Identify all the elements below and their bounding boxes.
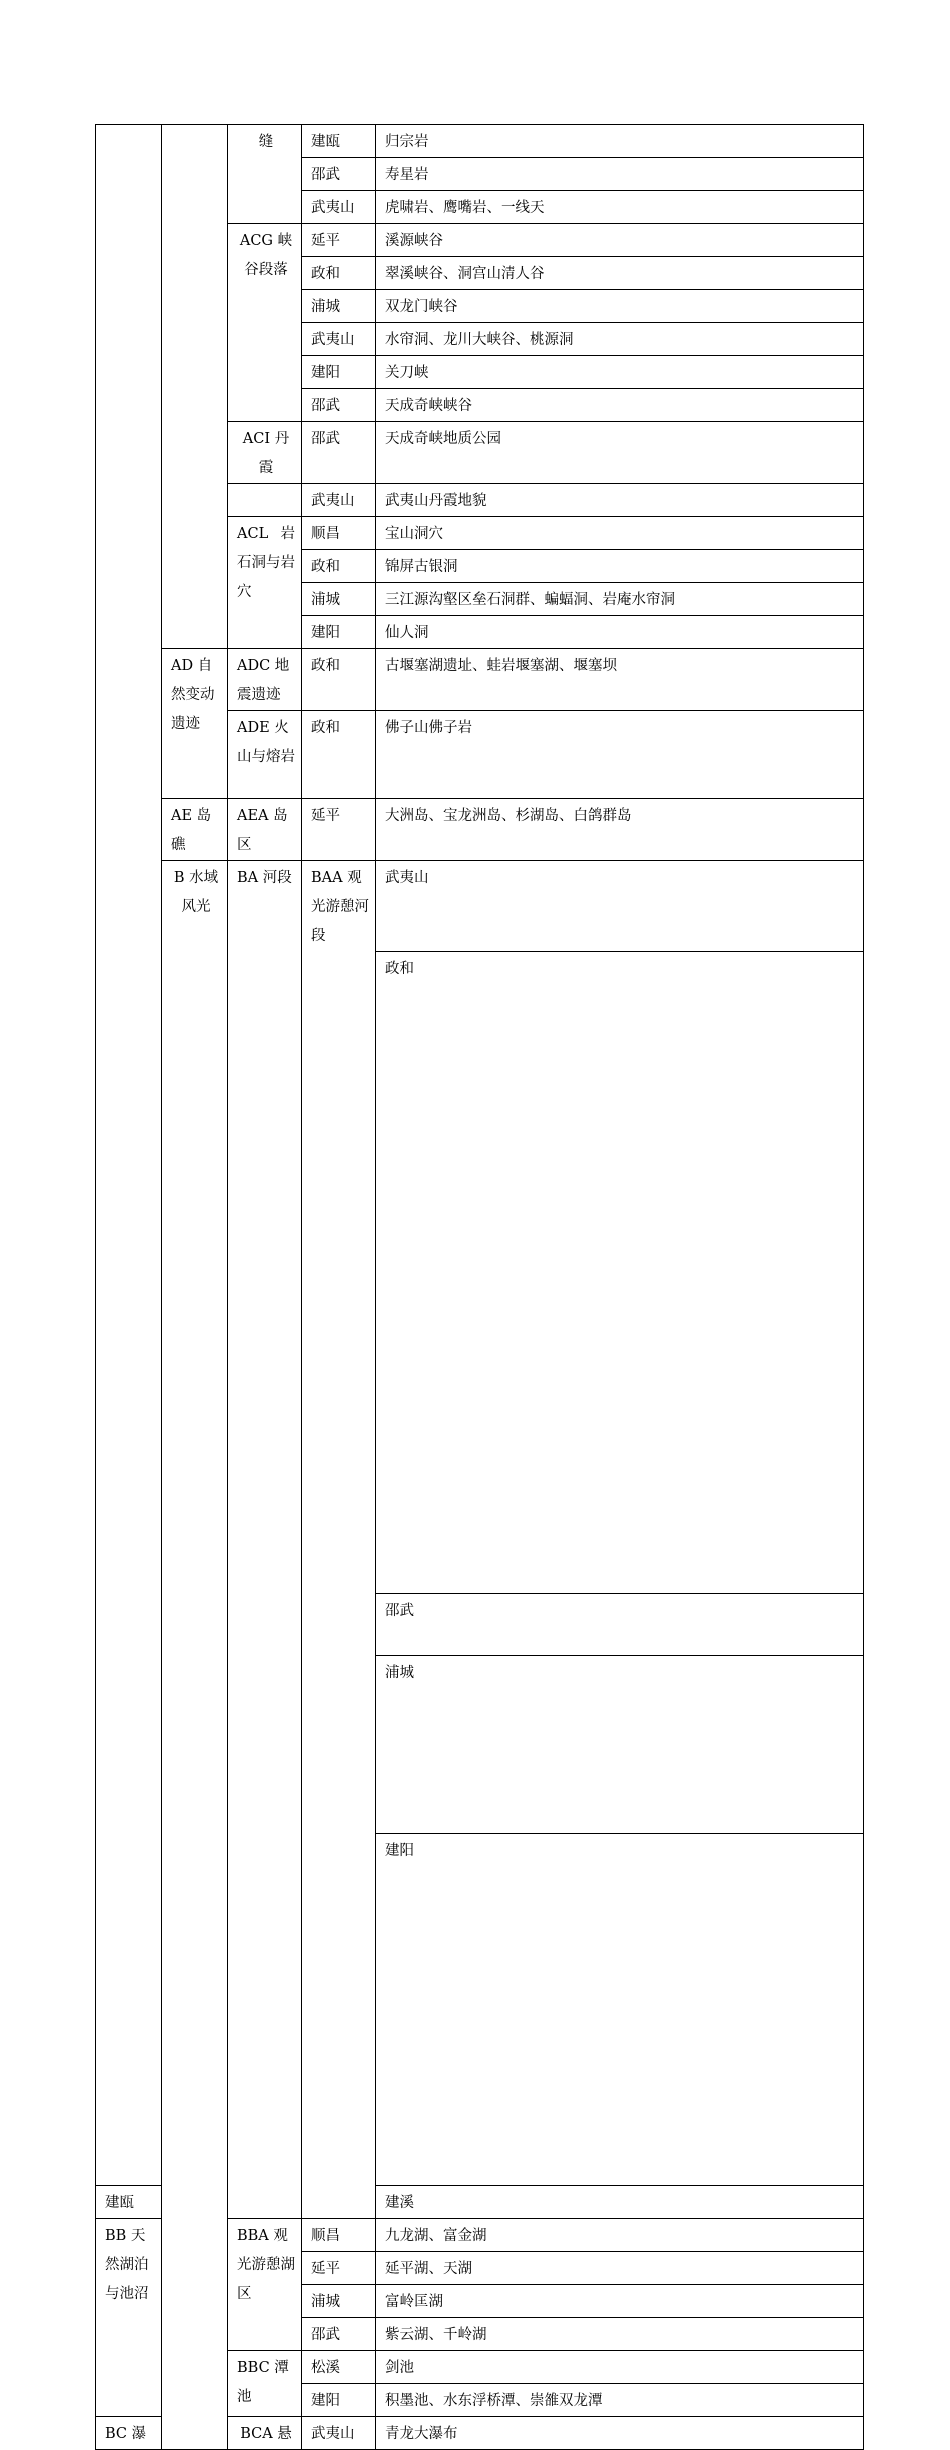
sites-cell: 双龙门峡谷	[376, 290, 864, 323]
sites-cell: 剑池	[376, 2351, 864, 2384]
sites-cell: 仙人洞	[376, 616, 864, 649]
type-cell: BBA 观光游憩湖区	[228, 2219, 302, 2351]
region-cell: 浦城	[376, 1656, 864, 1834]
type-cell: BBC 潭池	[228, 2351, 302, 2417]
sites-cell: 天成奇峡地质公园	[376, 422, 864, 484]
sites-cell: 大洲岛、宝龙洲岛、杉湖岛、白鸽群岛	[376, 799, 864, 861]
region-cell: 武夷山	[302, 323, 376, 356]
type-cell: AEA 岛区	[228, 799, 302, 861]
region-cell: 延平	[302, 2252, 376, 2285]
region-cell: 邵武	[302, 422, 376, 484]
type-cell: 缝	[228, 125, 302, 224]
type-cell: ACI 丹霞	[228, 422, 302, 484]
region-cell: 武夷山	[302, 484, 376, 517]
region-cell: 邵武	[302, 389, 376, 422]
type-cell: ACL 岩石洞与岩穴	[228, 517, 302, 649]
region-cell: 政和	[302, 257, 376, 290]
region-cell: 邵武	[376, 1594, 864, 1656]
region-cell: 武夷山	[302, 2417, 376, 2450]
region-cell: 建阳	[302, 356, 376, 389]
sites-cell: 归宗岩	[376, 125, 864, 158]
table-row	[96, 649, 864, 711]
main-class-cell: B 水域风光	[162, 861, 228, 2450]
region-cell: 建阳	[376, 1834, 864, 2186]
sites-cell: 九龙湖、富金湖	[376, 2219, 864, 2252]
subclass-cell	[162, 125, 228, 649]
sites-cell: 古堰塞湖遗址、蛙岩堰塞湖、堰塞坝	[376, 649, 864, 711]
region-cell: 武夷山	[376, 861, 864, 952]
region-cell: 政和	[302, 550, 376, 583]
sites-cell: 积墨池、水东浮桥潭、崇雒双龙潭	[376, 2384, 864, 2417]
region-cell: 浦城	[302, 290, 376, 323]
table-row	[96, 799, 864, 861]
type-cell: BAA 观光游憩河段	[302, 861, 376, 2219]
sites-cell: 锦屏古银洞	[376, 550, 864, 583]
region-cell: 建瓯	[302, 125, 376, 158]
subclass-cell: BB 天然湖泊与池沼	[96, 2219, 162, 2417]
type-cell: BCA 悬	[228, 2417, 302, 2450]
region-cell: 政和	[302, 649, 376, 711]
subclass-cell: AD 自然变动遗迹	[162, 649, 228, 799]
sites-cell: 富岭匡湖	[376, 2285, 864, 2318]
region-cell: 政和	[302, 711, 376, 799]
subclass-cell: BA 河段	[228, 861, 302, 2219]
region-cell: 顺昌	[302, 517, 376, 550]
sites-cell: 寿星岩	[376, 158, 864, 191]
sites-cell: 宝山洞穴	[376, 517, 864, 550]
table-row	[96, 125, 864, 158]
region-cell: 建阳	[302, 2384, 376, 2417]
region-cell: 顺昌	[302, 2219, 376, 2252]
sites-cell: 延平湖、天湖	[376, 2252, 864, 2285]
sites-cell: 关刀峡	[376, 356, 864, 389]
region-cell: 政和	[376, 952, 864, 1594]
sites-cell: 水帘洞、龙川大峡谷、桃源洞	[376, 323, 864, 356]
sites-cell: 建溪	[376, 2186, 864, 2219]
sites-cell: 溪源峡谷	[376, 224, 864, 257]
table-row	[96, 861, 864, 952]
type-cell: ADC 地震遗迹	[228, 649, 302, 711]
region-cell: 浦城	[302, 583, 376, 616]
region-cell: 邵武	[302, 2318, 376, 2351]
sites-cell: 三江源沟壑区垒石洞群、蝙蝠洞、岩庵水帘洞	[376, 583, 864, 616]
type-cell-empty	[228, 484, 302, 517]
region-cell: 武夷山	[302, 191, 376, 224]
region-cell: 延平	[302, 224, 376, 257]
subclass-cell: AE 岛礁	[162, 799, 228, 861]
main-class-cell	[96, 125, 162, 2186]
region-cell: 延平	[302, 799, 376, 861]
region-cell: 浦城	[302, 2285, 376, 2318]
resource-classification-table	[95, 124, 864, 2450]
region-cell: 松溪	[302, 2351, 376, 2384]
region-cell: 邵武	[302, 158, 376, 191]
sites-cell: 天成奇峡峡谷	[376, 389, 864, 422]
type-cell: ADE 火山与熔岩	[228, 711, 302, 799]
type-cell: ACG 峡谷段落	[228, 224, 302, 422]
sites-cell: 佛子山佛子岩	[376, 711, 864, 799]
region-cell: 建阳	[302, 616, 376, 649]
sites-cell: 虎啸岩、鹰嘴岩、一线天	[376, 191, 864, 224]
subclass-cell: BC 瀑	[96, 2417, 162, 2450]
sites-cell: 武夷山丹霞地貌	[376, 484, 864, 517]
sites-cell: 青龙大瀑布	[376, 2417, 864, 2450]
sites-cell: 紫云湖、千岭湖	[376, 2318, 864, 2351]
sites-cell: 翠溪峡谷、洞宫山清人谷	[376, 257, 864, 290]
region-cell: 建瓯	[96, 2186, 162, 2219]
